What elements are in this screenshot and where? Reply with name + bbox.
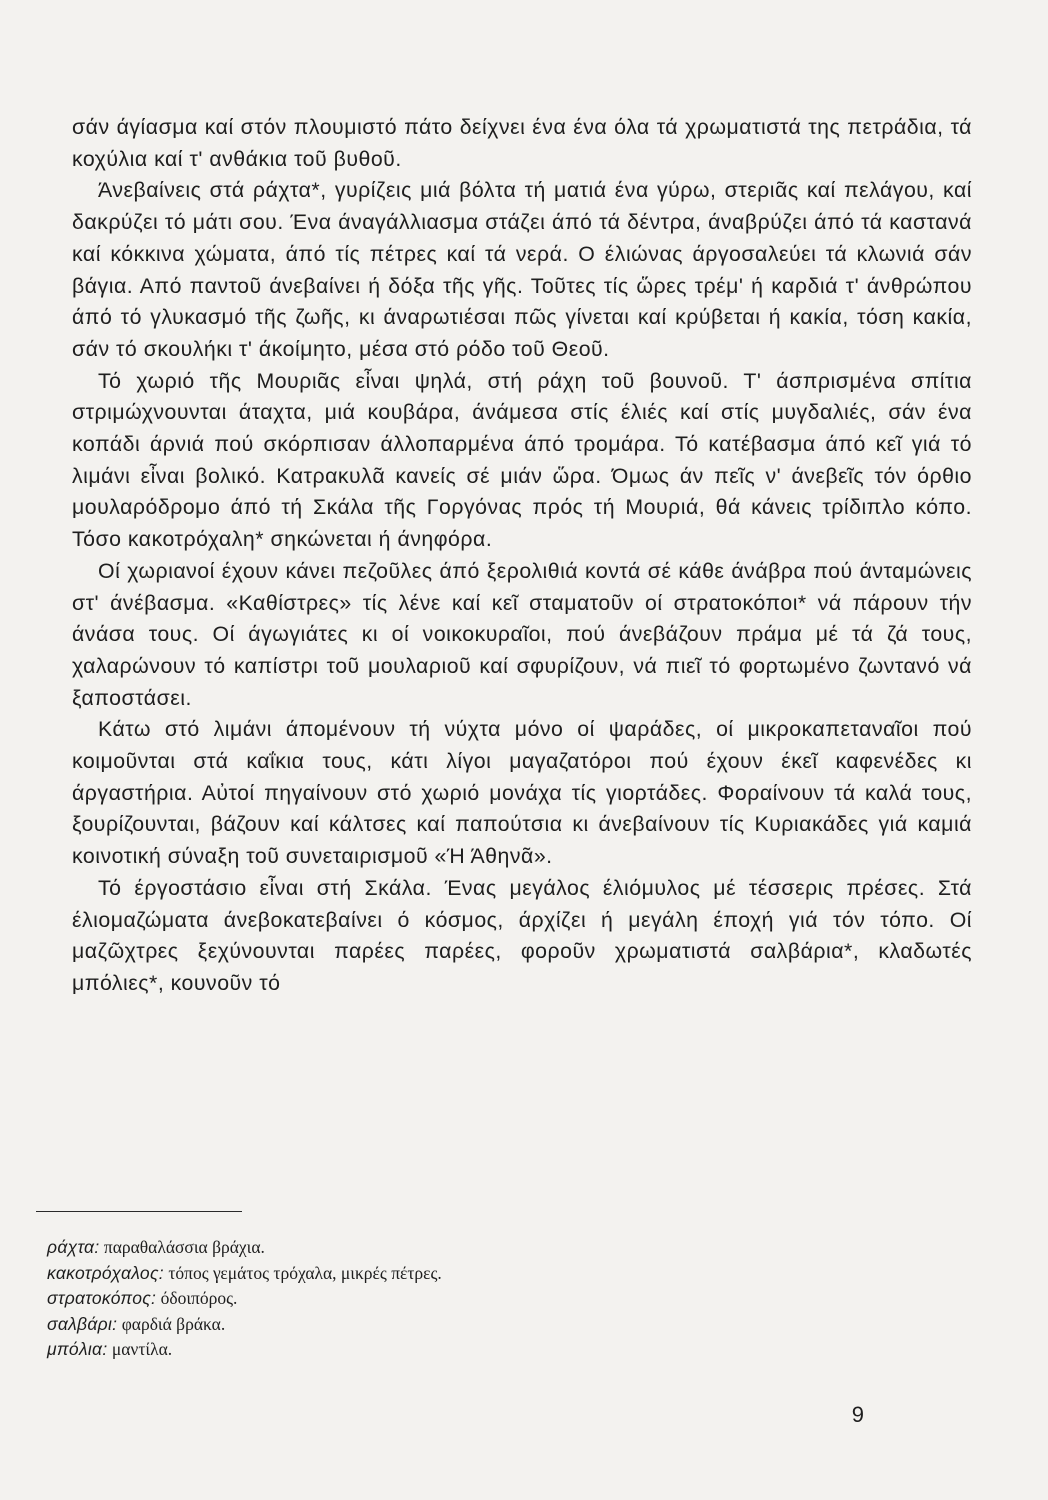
footnote-term: μπόλια: [47,1339,108,1360]
footnote-divider [36,1211,242,1212]
footnotes [47,1235,847,1363]
footnote [47,1286,847,1312]
footnote-term: στρατοκόπος: [47,1288,157,1309]
paragraph: Κάτω στό λιμάνι άπομένουν τή νύχτα μόνο οί ψαράδες, οί μικροκαπεταναῖοι πού κοιμοῦνται στά καΐκια τους, κάτι λίγοι μαγαζατόροι πού έχουν έκεῖ καφενέδες κι άργαστήρια. Αὐτοί πηγαίνουν στό χωριό μονάχα τίς γιορτάδες. Φοραίνουν τά καλά τους, ξουρίζουνται, βάζουν καί κάλτσες καί παπούτσια κι άνεβαίνουν τίς Κυριακάδες γιά καμιά κοινοτική σύναξη τοῦ συνεταιρισμοῦ «Ή Άθηνᾶ». [72,717,972,869]
footnote-definition: όδοιπόρος. [160,1288,238,1309]
footnote-definition: παραθαλάσσια βράχια. [103,1237,265,1257]
footnote-definition: μαντίλα. [111,1339,173,1360]
paragraph: Άνεβαίνεις στά ράχτα*, γυρίζεις μιά βόλτα τή ματιά ένα γύρω, στεριᾶς καί πελάγου, καί δακρύζει τό μάτι σου. Ένα άναγάλλιασμα στάζει άπό τά δέντρα, άναβρύζει άπό τά καστανά καί κόκκινα χώματα, άπό τίς πέτρες καί τά νερά. Ο έλιώνας άργοσαλεύει τά κλωνιά σάν βάγια. Από παντοῦ άνεβαίνει ή δόξα τῆς γῆς. Τοῦτες τίς ὥρες τρέμ' ή καρδιά τ' άνθρώπου άπό τό γλυκασμό τῆς ζωῆς, κι άναρωτιέσαι πῶς γίνεται καί κρύβεται ή κακία, τόση κακία, σάν τό σκουλήκι τ' άκοίμητο, μέσα στό ρόδο τοῦ Θεοῦ. [72,178,972,361]
footnote [47,1337,847,1363]
footnote-term: κακοτρόχαλος: [47,1262,164,1283]
page-number: 9 [851,1402,864,1427]
paragraph: Τό έργοστάσιο εἶναι στή Σκάλα. Ένας μεγάλος έλιόμυλος μέ τέσσερις πρέσες. Στά έλιομαζώματα άνεβοκατεβαίνει ό κόσμος, άρχίζει ή μεγάλη έποχή γιά τόν τόπο. Οί μαζῶχτρες ξεχύνουνται παρέες παρέες, φοροῦν χρωματιστά σαλβάρια*, κλαδωτές μπόλιες*, κουνοῦν τό [72,875,972,995]
paragraph: σάν άγίασμα καί στόν πλουμιστό πάτο δείχνει ένα ένα όλα τά χρωματιστά της πετράδια, τά κοχύλια καί τ' ανθάκια τοῦ βυθοῦ. [72,115,972,171]
paragraph: Οί χωριανοί έχουν κάνει πεζοῦλες άπό ξερολιθιά κοντά σέ κάθε άνάβρα πού άνταμώνεις στ' άνέβασμα. «Καθίστρες» τίς λένε καί κεῖ σταματοῦν οί στρατοκόποι* νά πάρουν τήν άνάσα τους. Οί άγωγιάτες κι οί νοικοκυραῖοι, πού άνεβάζουν πράμα μέ τά ζά τους, χαλαρώνουν τό καπίστρι τοῦ μουλαριοῦ καί σφυρίζουν, νά πιεῖ τό φορτωμένο ζωντανό νά ξαποστάσει. [72,558,972,710]
footnote-term: ράχτα: [47,1237,100,1257]
body-text [72,112,972,1000]
footnote [47,1261,847,1287]
footnote [47,1312,847,1338]
footnote-definition: φαρδιά βράκα. [121,1313,226,1334]
footnote-term: σαλβάρι: [47,1313,118,1334]
footnote-definition: τόπος γεμάτος τρόχαλα, μικρές πέτρες. [168,1262,442,1283]
footnote [47,1235,847,1261]
paragraph: Τό χωριό τῆς Μουριᾶς εἶναι ψηλά, στή ράχη τοῦ βουνοῦ. Τ' άσπρισμένα σπίτια στριμώχνουνται άταχτα, μιά κουβάρα, άνάμεσα στίς έλιές καί στίς μυγδαλιές, σάν ένα κοπάδι άρνιά πού σκόρπισαν άλλοπαρμένα άπό τρομάρα. Τό κατέβασμα άπό κεῖ γιά τό λιμάνι εἶναι βολικό. Κατρακυλᾶ κανείς σέ μιάν ὥρα. Όμως άν πεῖς ν' άνεβεῖς τόν όρθιο μουλαρόδρομο άπό τή Σκάλα τῆς Γοργόνας πρός τή Μουριά, θά κάνεις τρίδιπλο κόπο. Τόσο κακοτρόχαλη* σηκώνεται ή άνηφόρα. [72,368,972,552]
